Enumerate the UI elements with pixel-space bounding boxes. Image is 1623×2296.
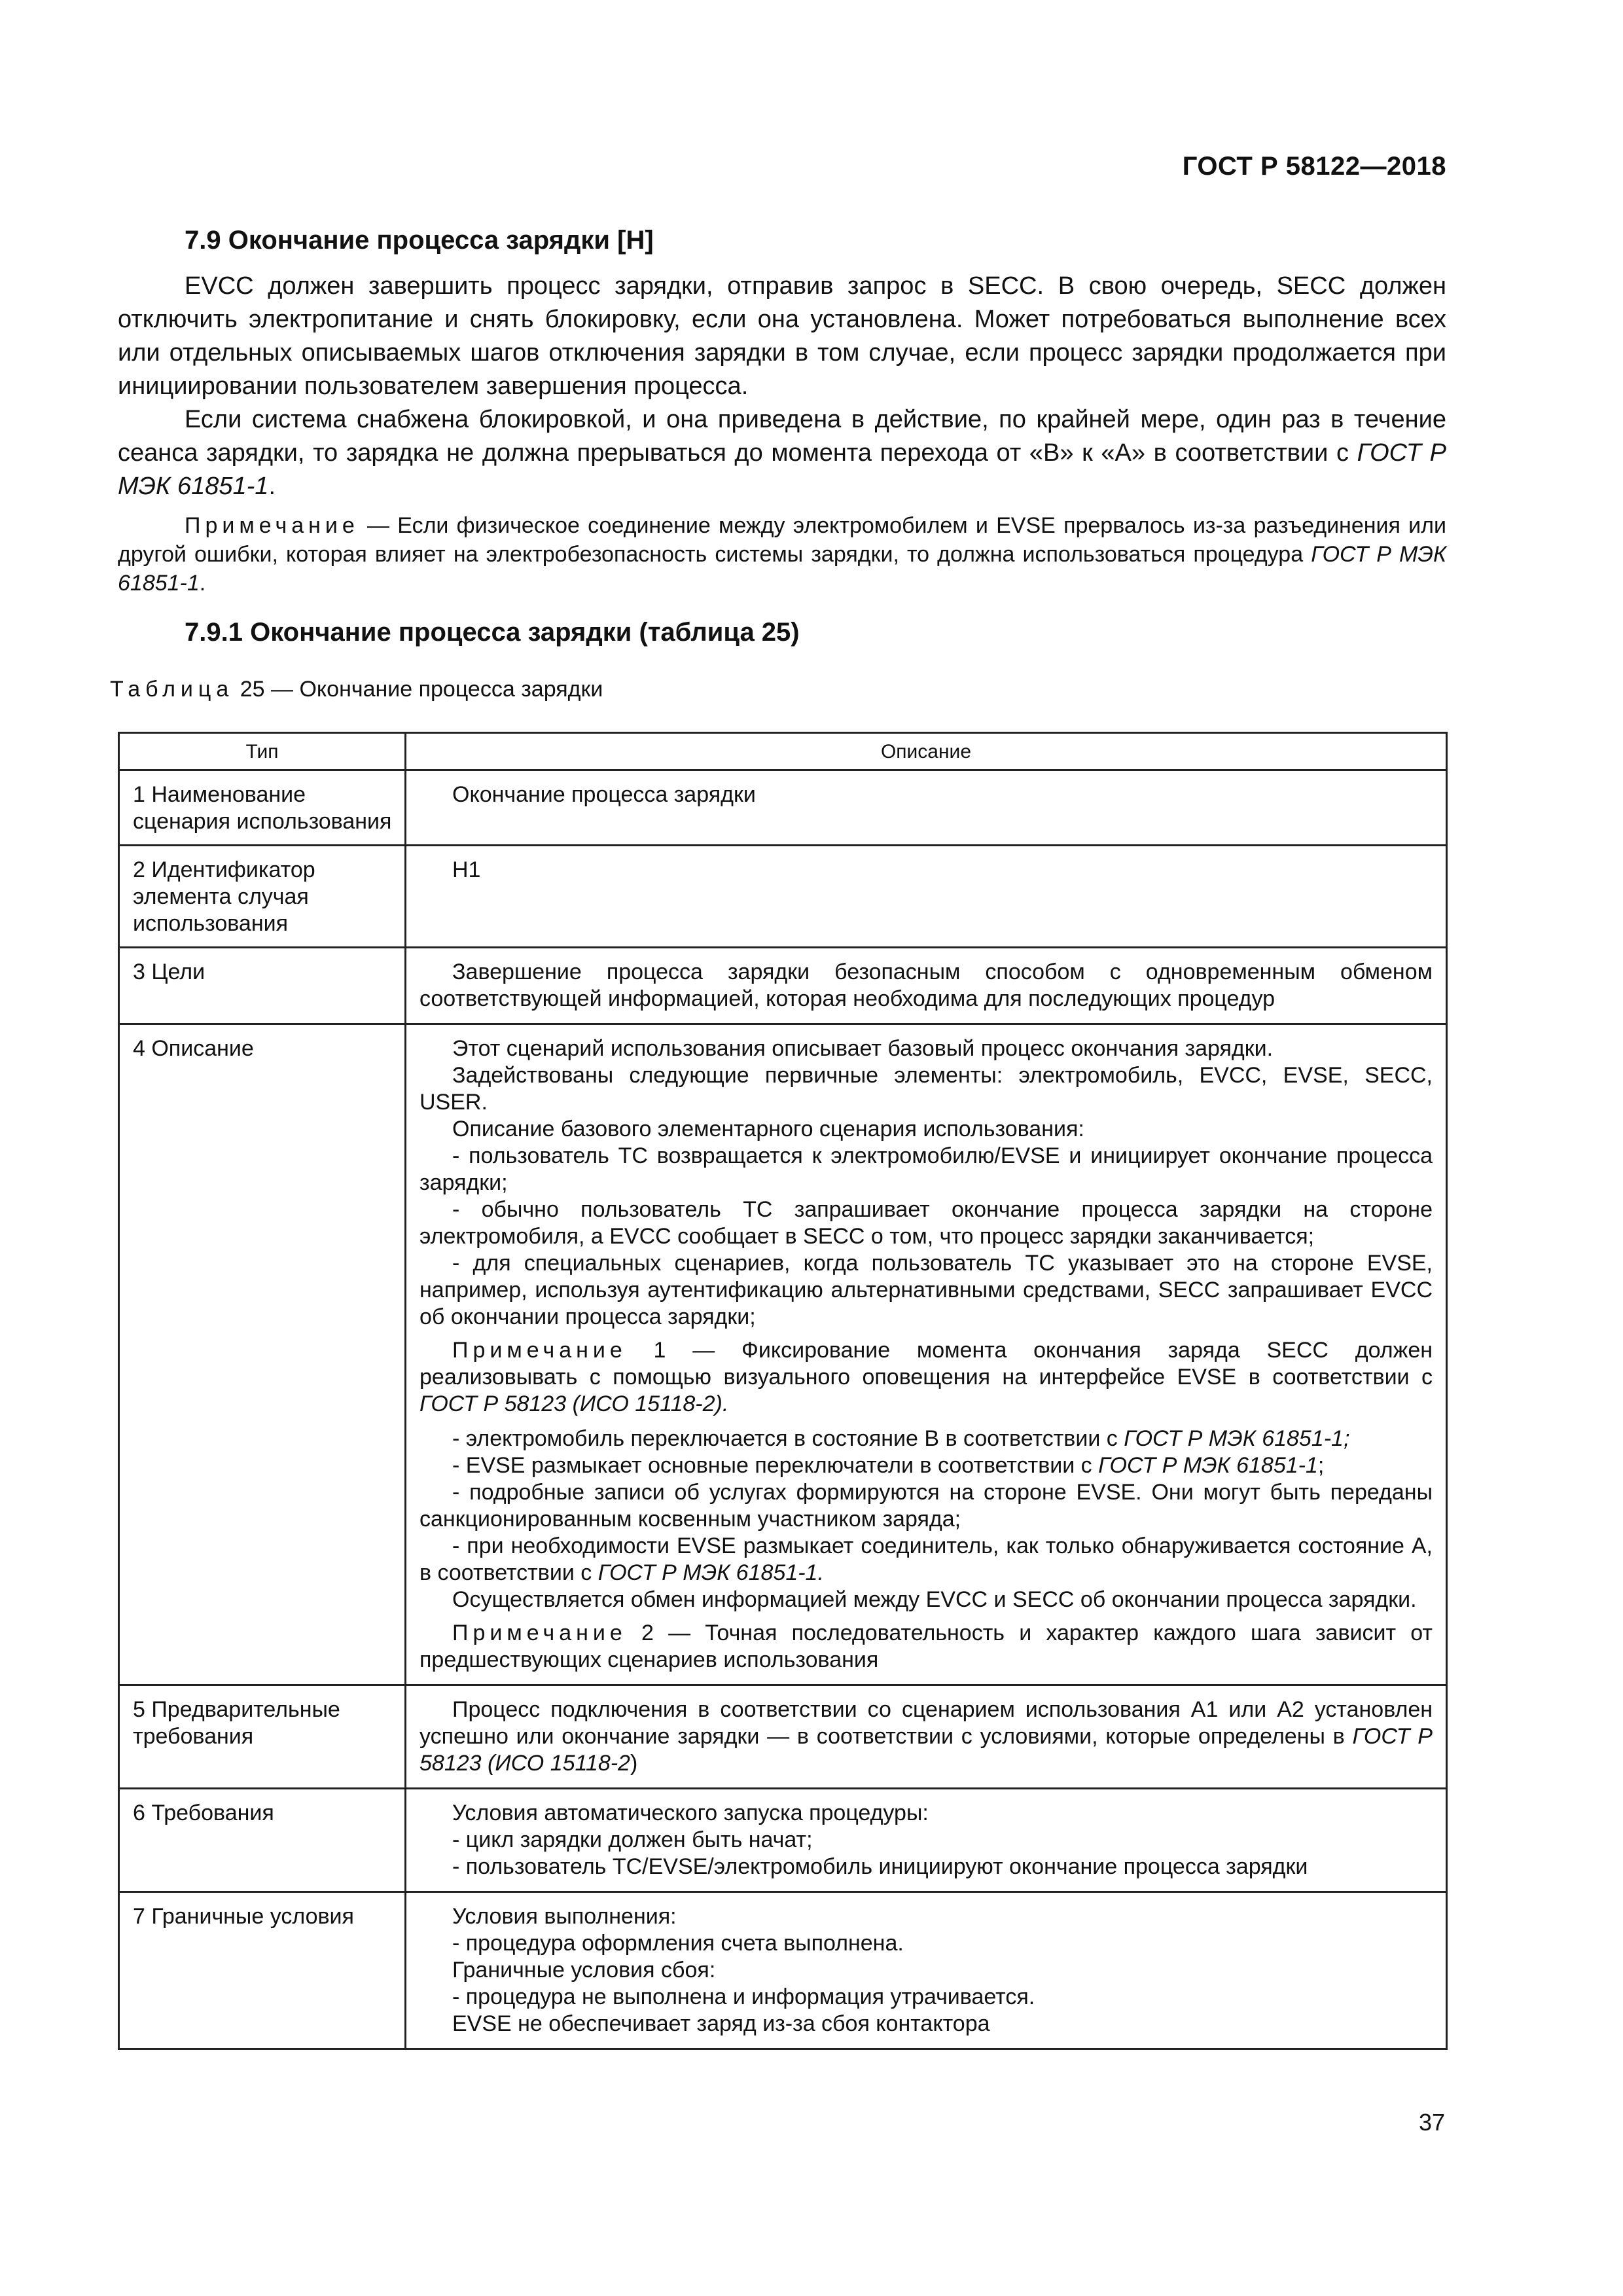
standard-reference: ГОСТ Р МЭК 61851-1. xyxy=(597,1560,824,1585)
description-cell: Условия выполнения: - процедура оформления счета выполнена. Граничные условия сбоя: - процедура не выполнена и информация утрачивается. EVSE не обеспечивает заряд из-за сбоя контактора xyxy=(406,1892,1447,2049)
standard-reference: ГОСТ Р 58123 (ИСО 15118-2). xyxy=(419,1391,729,1416)
table-note-2: Примечание 2 — Точная последовательность и характер каждого шага зависит от предшествующих сценариев использования xyxy=(419,1621,1433,1672)
table-caption: Таблица 25 — Окончание процесса зарядки xyxy=(110,677,603,702)
type-cell: 7 Граничные условия xyxy=(119,1892,406,2049)
section-title: 7.9 Окончание процесса зарядки [H] xyxy=(185,226,654,255)
standard-reference: ГОСТ Р 58123 (ИСО 15118-2 xyxy=(419,1724,1433,1776)
note-label: Примечание xyxy=(185,513,359,538)
section-body xyxy=(118,270,1446,503)
table-row xyxy=(119,1685,1447,1789)
table-row xyxy=(119,846,1447,948)
paragraph-2: Если система снабжена блокировкой, и она приведена в действие, по крайней мере, один раз в течение сеанса зарядки, то зарядка не должна прерываться до момента перехода от «B» к «A» в соответствии с ГОСТ Р МЭК 61851-1. xyxy=(118,406,1446,500)
column-header-description: Описание xyxy=(406,733,1447,770)
table-row xyxy=(119,1024,1447,1685)
standard-reference: ГОСТ Р МЭК 61851-1 xyxy=(118,542,1446,596)
document-code: ГОСТ Р 58122—2018 xyxy=(1182,152,1446,181)
paragraph-1: EVCC должен завершить процесс зарядки, отправив запрос в SECC. В свою очередь, SECC должен отключить электропитание и снять блокировку, если она установлена. Может потребоваться выполнение всех или отдельных описываемых шагов отключения зарядки в том случае, если процесс зарядки продолжается при инициировании пользователем завершения процесса. xyxy=(118,272,1446,400)
type-cell: 4 Описание xyxy=(119,1024,406,1685)
type-cell: 1 Наименование сценария использования xyxy=(119,770,406,846)
type-cell: 5 Предварительные требования xyxy=(119,1685,406,1789)
type-cell: 3 Цели xyxy=(119,948,406,1024)
section-note: Примечание — Если физическое соединение между электромобилем и EVSE прервалось из-за разъединения или другой ошибки, которая влияет на электробезопасность системы зарядки, то должна использоваться процедура ГОСТ Р МЭК 61851-1. xyxy=(118,513,1446,596)
column-header-type: Тип xyxy=(119,733,406,770)
table-row xyxy=(119,1892,1447,2049)
description-cell: Условия автоматического запуска процедуры: - цикл зарядки должен быть начат; - пользователь ТС/EVSE/электромобиль инициируют окончание процесса зарядки xyxy=(406,1789,1447,1892)
description-cell: H1 xyxy=(406,846,1447,948)
description-cell: Этот сценарий использования описывает базовый процесс окончания зарядки. Задействованы следующие первичные элементы: электромобиль, EVCC, EVSE, SECC, USER. Описание базового элементарного сценария использования: - пользователь ТС возвращается к электромобилю/EVSE и инициирует окончание процесса зарядки; - обычно пользователь ТС запрашивает окончание процесса зарядки на стороне электромобиля, а EVCC сообщает в SECC о том, что процесс зарядки заканчивается; - для специальных сценариев, когда пользователь ТС указывает это на стороне EVSE, например, используя аутентификацию альтернативными средствами, SECC запрашивает EVCC об окончании процесса зарядки; Примечание 1 — Фиксирование момента окончания заряда SECC должен реализовывать с помощью визуального оповещения на интерфейсе EVSE в соответствии с ГОСТ Р 58123 (ИСО 15118-2). - электромобиль переключается в состояние B в соответствии с ГОСТ Р МЭК 61851-1; - EVSE размыкает основные переключатели в соответствии с ГОСТ Р МЭК 61851-1; - подробные записи об услугах формируются на стороне EVSE. Они могут быть переданы санкционированным косвенным участником заряда; - при необходимости EVSE размыкает соединитель, как только обнаруживается состояние A, в соответствии с ГОСТ Р МЭК 61851-1. Осуществляется обмен информацией между EVCC и SECC об окончании процесса зарядки. Примечание 2 — Точная последовательность и характер каждого шага зависит от предшествующих сценариев использования xyxy=(406,1024,1447,1685)
caption-label: Таблица xyxy=(110,677,234,702)
standard-reference: ГОСТ Р МЭК 61851-1; xyxy=(1124,1426,1350,1451)
page-number: 37 xyxy=(1418,2109,1445,2136)
table-row xyxy=(119,948,1447,1024)
standard-reference: ГОСТ Р МЭК 61851-1 xyxy=(1098,1453,1318,1478)
type-cell: 6 Требования xyxy=(119,1789,406,1892)
type-cell: 2 Идентификатор элемента случая использования xyxy=(119,846,406,948)
table-header-row xyxy=(119,733,1447,770)
subsection-title: 7.9.1 Окончание процесса зарядки (таблица 25) xyxy=(185,618,800,647)
table-row xyxy=(119,1789,1447,1892)
description-cell: Процесс подключения в соответствии со сценарием использования A1 или A2 установлен успешно или окончание зарядки — в соответствии с условиями, которые определены в ГОСТ Р 58123 (ИСО 15118-2) xyxy=(406,1685,1447,1789)
standard-reference: ГОСТ Р МЭК 61851-1 xyxy=(118,439,1446,500)
table-row xyxy=(119,770,1447,846)
use-case-table xyxy=(118,732,1448,2050)
description-cell: Окончание процесса зарядки xyxy=(406,770,1447,846)
description-cell: Завершение процесса зарядки безопасным способом с одновременным обменом соответствующей информацией, которая необходима для последующих процедур xyxy=(406,948,1447,1024)
table-note-1: Примечание 1 — Фиксирование момента окончания заряда SECC должен реализовывать с помощью визуального оповещения на интерфейсе EVSE в соответствии с ГОСТ Р 58123 (ИСО 15118-2). xyxy=(419,1338,1433,1416)
